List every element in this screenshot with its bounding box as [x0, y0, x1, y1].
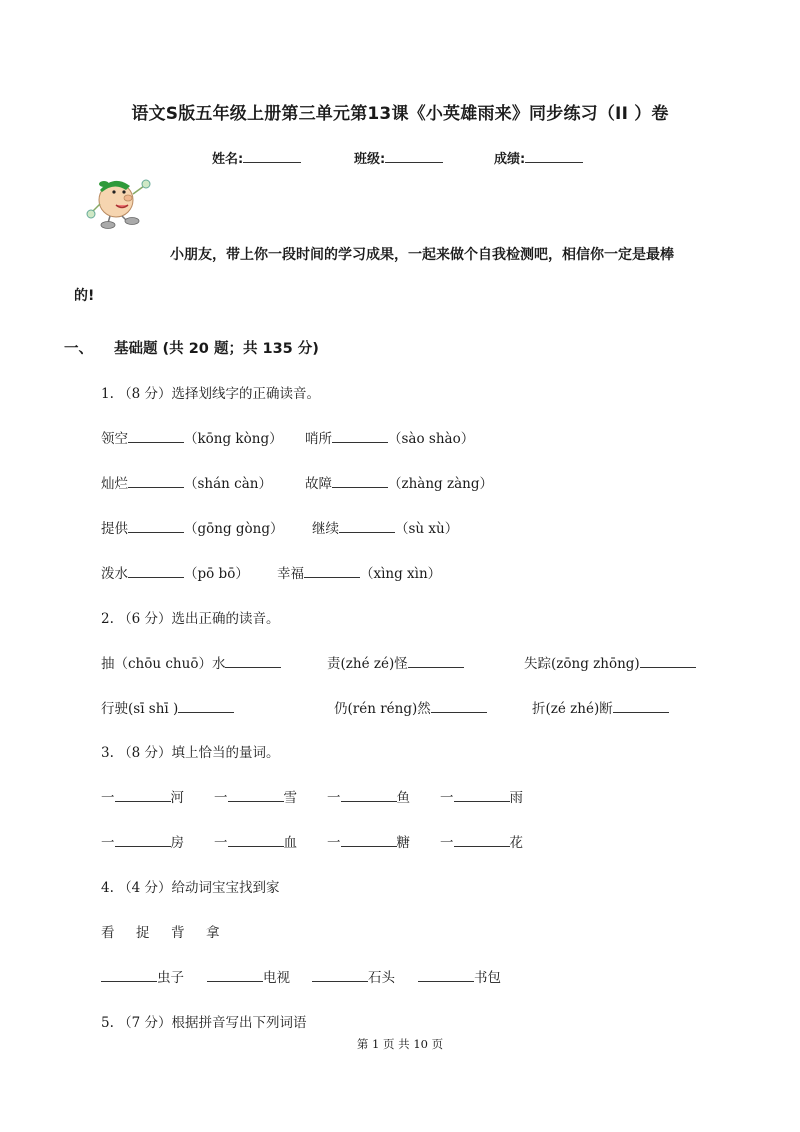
q1-word: 故障 — [305, 476, 332, 492]
q4-noun: 电视 — [263, 970, 290, 986]
score-blank[interactable] — [525, 150, 583, 163]
q3-item — [214, 831, 297, 851]
q1-item — [101, 517, 284, 537]
q1-item — [305, 427, 474, 447]
q3-noun: 雪 — [283, 790, 297, 806]
q1-blank[interactable] — [304, 565, 360, 578]
q3-noun: 鱼 — [396, 790, 410, 806]
q4-blank[interactable] — [207, 969, 263, 982]
page-footer: 第 1 页 共 10 页 — [356, 1037, 444, 1051]
q1-word: 幸福 — [277, 566, 304, 582]
q4-noun: 书包 — [474, 970, 501, 986]
q1-word: 泼水 — [101, 566, 128, 582]
q3-blank[interactable] — [341, 834, 397, 847]
q2-blank[interactable] — [178, 700, 234, 713]
q2-blank[interactable] — [431, 700, 487, 713]
q1-options: （xìng xìn） — [360, 566, 442, 582]
q3-item — [214, 786, 297, 806]
q3-blank[interactable] — [341, 789, 397, 802]
q3-item — [440, 786, 523, 806]
q4-blank[interactable] — [418, 969, 474, 982]
q3-noun: 血 — [283, 835, 297, 851]
q4-verb: 看 — [101, 925, 115, 941]
name-field — [212, 148, 301, 167]
q1-word: 继续 — [312, 521, 339, 537]
q3-lead: 一 — [327, 790, 341, 806]
q2-blank[interactable] — [408, 655, 464, 668]
mascot-icon — [86, 170, 158, 230]
q2-options: 仍(rén réng)然 — [334, 701, 431, 717]
q2-item — [101, 652, 281, 672]
q1-blank[interactable] — [332, 430, 388, 443]
q3-blank[interactable] — [228, 834, 284, 847]
q1-word: 领空 — [101, 431, 128, 447]
section-heading — [64, 337, 319, 358]
q3-noun: 河 — [170, 790, 184, 806]
q2-options: 抽（chōu chuō）水 — [101, 656, 226, 672]
q1-word: 哨所 — [305, 431, 332, 447]
q3-blank[interactable] — [115, 834, 171, 847]
q4-item — [101, 966, 184, 986]
q3-lead: 一 — [214, 790, 228, 806]
q1-blank[interactable] — [128, 520, 184, 533]
q1-options: （shán càn） — [184, 476, 272, 492]
q2-blank[interactable] — [225, 655, 281, 668]
q3-item — [327, 831, 410, 851]
q3-noun: 雨 — [509, 790, 523, 806]
score-field — [494, 148, 583, 167]
name-blank[interactable] — [243, 150, 301, 163]
q4-verb: 捉 — [136, 925, 150, 941]
q3-lead: 一 — [101, 790, 115, 806]
q3-noun: 糖 — [396, 835, 410, 851]
q4-verb: 背 — [171, 925, 185, 941]
q3-blank[interactable] — [454, 789, 510, 802]
q1-options: （sù xù） — [395, 521, 459, 537]
name-label: 姓名: — [212, 152, 244, 167]
q1-options: （gōng gòng） — [184, 521, 284, 537]
q3-blank[interactable] — [115, 789, 171, 802]
q1-options: （sào shào） — [388, 431, 475, 447]
q3-noun: 房 — [170, 835, 184, 851]
q2-blank[interactable] — [613, 700, 669, 713]
q3-lead: 一 — [327, 835, 341, 851]
q4-item — [207, 966, 290, 986]
q2-item — [532, 697, 669, 717]
q3-lead: 一 — [214, 835, 228, 851]
q2-options: 责(zhé zé)怪 — [327, 656, 408, 672]
q1-item — [277, 562, 441, 582]
question-2-heading: 2. （6 分）选出正确的读音。 — [101, 611, 280, 627]
q2-blank[interactable] — [640, 655, 696, 668]
q2-item — [524, 652, 696, 672]
intro-line-2: 的! — [74, 288, 95, 304]
q1-blank[interactable] — [332, 475, 388, 488]
q3-blank[interactable] — [454, 834, 510, 847]
q1-blank[interactable] — [128, 565, 184, 578]
q2-options: 行驶(sī shī ) — [101, 701, 179, 717]
q2-item — [327, 652, 464, 672]
q4-blank[interactable] — [101, 969, 157, 982]
q4-verb: 拿 — [206, 925, 220, 941]
q1-item — [101, 562, 249, 582]
q3-item — [440, 831, 523, 851]
class-label: 班级: — [354, 152, 386, 167]
q1-word: 提供 — [101, 521, 128, 537]
q1-blank[interactable] — [339, 520, 395, 533]
q3-item — [101, 831, 184, 851]
q4-noun: 石头 — [368, 970, 395, 986]
score-label: 成绩: — [494, 152, 526, 167]
q1-options: （pō bō） — [184, 566, 249, 582]
q3-noun: 花 — [509, 835, 523, 851]
q1-item — [101, 427, 283, 447]
q1-word: 灿烂 — [101, 476, 128, 492]
q4-blank[interactable] — [312, 969, 368, 982]
q3-item — [327, 786, 410, 806]
document-title: 语文S版五年级上册第三单元第13课《小英雄雨来》同步练习（II ）卷 — [131, 104, 669, 124]
section-title: 基础题 (共 20 题；共 135 分) — [114, 341, 319, 357]
intro-line-1: 小朋友，带上你一段时间的学习成果，一起来做个自我检测吧，相信你一定是最棒 — [170, 247, 674, 263]
q1-options: （zhàng zàng） — [388, 476, 493, 492]
question-5-heading: 5. （7 分）根据拼音写出下列词语 — [101, 1015, 307, 1031]
question-1-heading: 1. （8 分）选择划线字的正确读音。 — [101, 386, 321, 402]
class-blank[interactable] — [385, 150, 443, 163]
q2-item — [101, 697, 234, 717]
q1-item — [305, 472, 493, 492]
q1-item — [101, 472, 272, 492]
q4-item — [312, 966, 395, 986]
q1-item — [312, 517, 458, 537]
q1-options: （kōng kòng） — [184, 431, 283, 447]
q2-item — [334, 697, 487, 717]
question-3-heading: 3. （8 分）填上恰当的量词。 — [101, 745, 280, 761]
q4-noun: 虫子 — [157, 970, 184, 986]
q3-lead: 一 — [440, 835, 454, 851]
q3-item — [101, 786, 184, 806]
q3-lead: 一 — [101, 835, 115, 851]
q2-options: 失踪(zōng zhōng) — [524, 656, 640, 672]
q3-lead: 一 — [440, 790, 454, 806]
q4-item — [418, 966, 501, 986]
q3-blank[interactable] — [228, 789, 284, 802]
section-number: 一、 — [64, 341, 93, 357]
q1-blank[interactable] — [128, 475, 184, 488]
q2-options: 折(zé zhé)断 — [532, 701, 613, 717]
question-4-heading: 4. （4 分）给动词宝宝找到家 — [101, 880, 280, 896]
class-field — [354, 148, 443, 167]
q1-blank[interactable] — [128, 430, 184, 443]
